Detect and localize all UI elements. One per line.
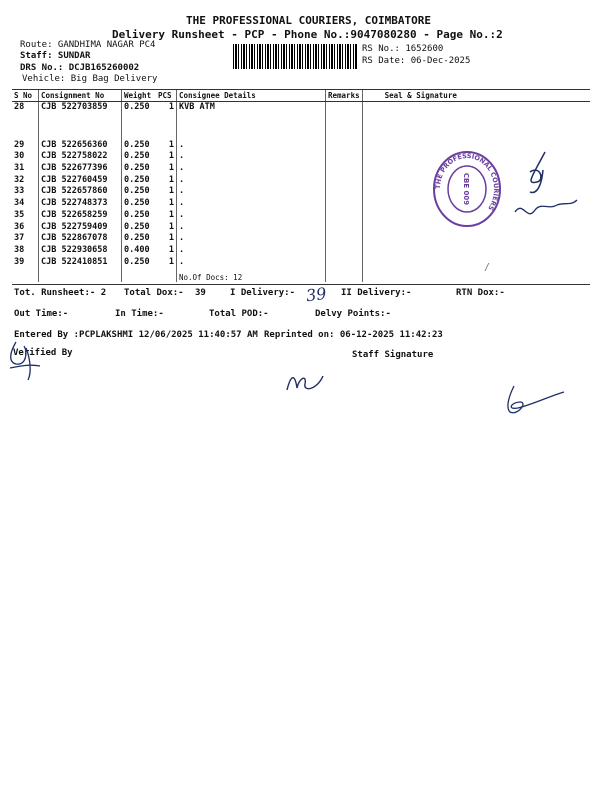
- row-consignment-no: CJB 522703859: [39, 102, 122, 114]
- table-footer-row: [12, 268, 590, 282]
- table-row: [12, 175, 590, 187]
- row-consignee-details: .: [177, 198, 326, 210]
- row-consignee-details: .: [177, 210, 326, 222]
- row-consignee-details: .: [177, 163, 326, 175]
- row-pcs: 1: [168, 139, 174, 150]
- receiver-signature: [505, 150, 585, 230]
- table-row: [12, 186, 590, 198]
- row-pcs: 1: [168, 186, 174, 197]
- table-header-row: [12, 90, 590, 102]
- row-consignee-details: KVB ATM: [177, 102, 326, 114]
- table-row: [12, 257, 590, 269]
- col-seal: Seal & Signature: [362, 90, 590, 102]
- row-remarks: [326, 140, 363, 152]
- rtn-dox: RTN Dox:-: [456, 288, 505, 298]
- col-consignee: Consignee Details: [177, 90, 326, 102]
- verifier-signature: [4, 338, 49, 383]
- row-sno: 33: [14, 186, 25, 197]
- row-pcs: 1: [168, 209, 174, 220]
- total-dox-label: Total Dox:-: [124, 288, 184, 298]
- row-consignment-no: CJB 522658259: [39, 210, 122, 222]
- row-pcs: 1: [168, 256, 174, 267]
- row-sno: 39: [14, 256, 25, 267]
- row-seal: [362, 245, 590, 257]
- row-pcs: 1: [168, 151, 174, 162]
- row-remarks: [326, 198, 363, 210]
- row-sno: 29: [14, 139, 25, 150]
- stray-mark: /: [484, 262, 491, 273]
- rs-number: RS No.: 1652600: [362, 44, 444, 54]
- staff-signature: [283, 368, 333, 398]
- out-time: Out Time:-: [14, 309, 69, 319]
- row-consignee-details: .: [177, 186, 326, 198]
- runsheet-subtitle: Delivery Runsheet - PCP - Phone No.:9047080280 - Page No.:2: [112, 28, 503, 41]
- row-consignment-no: CJB 522410851: [39, 257, 122, 269]
- row-weight: 0.250: [122, 186, 157, 198]
- row-pcs: 1: [168, 174, 174, 185]
- staff-signature-label: Staff Signature: [352, 350, 434, 360]
- table-row: [12, 102, 590, 114]
- row-consignment-no: CJB 522758022: [39, 151, 122, 163]
- row-sno: 37: [14, 233, 25, 244]
- row-weight: 0.250: [122, 175, 157, 187]
- row-remarks: [326, 233, 363, 245]
- row-sno: 32: [14, 174, 25, 185]
- row-pcs: 1: [168, 244, 174, 255]
- delvy-points: Delvy Points:-: [315, 309, 391, 319]
- row-consignment-no: CJB 522759409: [39, 222, 122, 234]
- route-label: Route: GANDHIMA NAGAR PC4: [20, 40, 156, 50]
- row-remarks: [326, 151, 363, 163]
- row-consignment-no: CJB 522657860: [39, 186, 122, 198]
- row-seal: [362, 257, 590, 269]
- row-consignee-details: .: [177, 140, 326, 152]
- drs-number: DRS No.: DCJB165260002: [20, 63, 140, 73]
- company-seal-stamp: [432, 150, 502, 228]
- row-consignment-no: CJB 522867078: [39, 233, 122, 245]
- row-remarks: [326, 175, 363, 187]
- table-row: [12, 245, 590, 257]
- col-pcs: PCS: [156, 90, 177, 102]
- table-bottom-rule: [12, 284, 590, 285]
- row-weight: 0.250: [122, 198, 157, 210]
- row-remarks: [326, 163, 363, 175]
- row-sno: 28: [14, 102, 25, 112]
- col-sno: S No: [12, 90, 39, 102]
- table-row: [12, 210, 590, 222]
- table-row: [12, 140, 590, 152]
- total-dox-value: 39: [195, 288, 206, 298]
- row-remarks: [326, 186, 363, 198]
- row-consignee-details: .: [177, 151, 326, 163]
- handwritten-count: 39: [304, 283, 328, 306]
- runsheet-table: [12, 89, 590, 282]
- row-consignee-details: .: [177, 257, 326, 269]
- staff-label: Staff: SUNDAR: [20, 51, 91, 61]
- row-remarks: [326, 257, 363, 269]
- row-consignee-details: .: [177, 245, 326, 257]
- stamp-outer-text: THE PROFESSIONAL COURIERS: [433, 151, 501, 212]
- i-delivery: I Delivery:-: [230, 288, 296, 298]
- table-row: [12, 163, 590, 175]
- table-row: [12, 198, 590, 210]
- table-gap-row: [12, 114, 590, 140]
- row-weight: 0.250: [122, 140, 157, 152]
- in-time: In Time:-: [115, 309, 164, 319]
- row-consignee-details: .: [177, 175, 326, 187]
- row-weight: 0.250: [122, 210, 157, 222]
- row-pcs: 1: [168, 102, 174, 112]
- barcode: [233, 44, 358, 69]
- row-remarks: [326, 210, 363, 222]
- row-consignment-no: CJB 522677396: [39, 163, 122, 175]
- row-weight: 0.250: [122, 257, 157, 269]
- rs-date: RS Date: 06-Dec-2025: [362, 56, 471, 66]
- row-seal: [362, 102, 590, 114]
- reprinted-on: Reprinted on: 06-12-2025 11:42:23: [264, 330, 443, 340]
- row-weight: 0.250: [122, 151, 157, 163]
- ii-delivery: II Delivery:-: [341, 288, 412, 298]
- row-consignee-details: .: [177, 222, 326, 234]
- row-remarks: [326, 222, 363, 234]
- row-weight: 0.400: [122, 245, 157, 257]
- row-sno: 31: [14, 163, 25, 174]
- row-consignee-details: .: [177, 233, 326, 245]
- row-weight: 0.250: [122, 102, 157, 114]
- table-row: [12, 151, 590, 163]
- row-consignment-no: CJB 522656360: [39, 140, 122, 152]
- company-title: THE PROFESSIONAL COURIERS, COIMBATORE: [186, 14, 432, 27]
- row-sno: 35: [14, 209, 25, 220]
- table-row: [12, 233, 590, 245]
- row-sno: 34: [14, 198, 25, 209]
- row-weight: 0.250: [122, 233, 157, 245]
- entered-by: Entered By :PCPLAKSHMI 12/06/2025 11:40:57 AM: [14, 330, 258, 340]
- row-weight: 0.250: [122, 163, 157, 175]
- row-consignment-no: CJB 522748373: [39, 198, 122, 210]
- no-of-docs: No.Of Docs: 12: [177, 268, 326, 282]
- row-remarks: [326, 102, 363, 114]
- row-pcs: 1: [168, 163, 174, 174]
- verified-by: Verified By: [13, 348, 73, 358]
- row-sno: 36: [14, 221, 25, 232]
- row-pcs: 1: [168, 233, 174, 244]
- row-consignment-no: CJB 522760459: [39, 175, 122, 187]
- row-pcs: 1: [168, 221, 174, 232]
- row-seal: [362, 233, 590, 245]
- col-weight: Weight: [122, 90, 157, 102]
- row-sno: 38: [14, 244, 25, 255]
- vehicle-label: Vehicle: Big Bag Delivery: [22, 74, 158, 84]
- stamp-inner-text: CBE 009: [462, 172, 470, 206]
- row-sno: 30: [14, 151, 25, 162]
- row-weight: 0.250: [122, 222, 157, 234]
- total-pod: Total POD:-: [209, 309, 269, 319]
- row-pcs: 1: [168, 198, 174, 209]
- row-remarks: [326, 245, 363, 257]
- supervisor-signature: [498, 384, 568, 420]
- table-row: [12, 222, 590, 234]
- col-consignment: Consignment No: [39, 90, 122, 102]
- col-remarks: Remarks: [326, 90, 363, 102]
- tot-runsheet: Tot. Runsheet:- 2: [14, 288, 107, 298]
- row-consignment-no: CJB 522930658: [39, 245, 122, 257]
